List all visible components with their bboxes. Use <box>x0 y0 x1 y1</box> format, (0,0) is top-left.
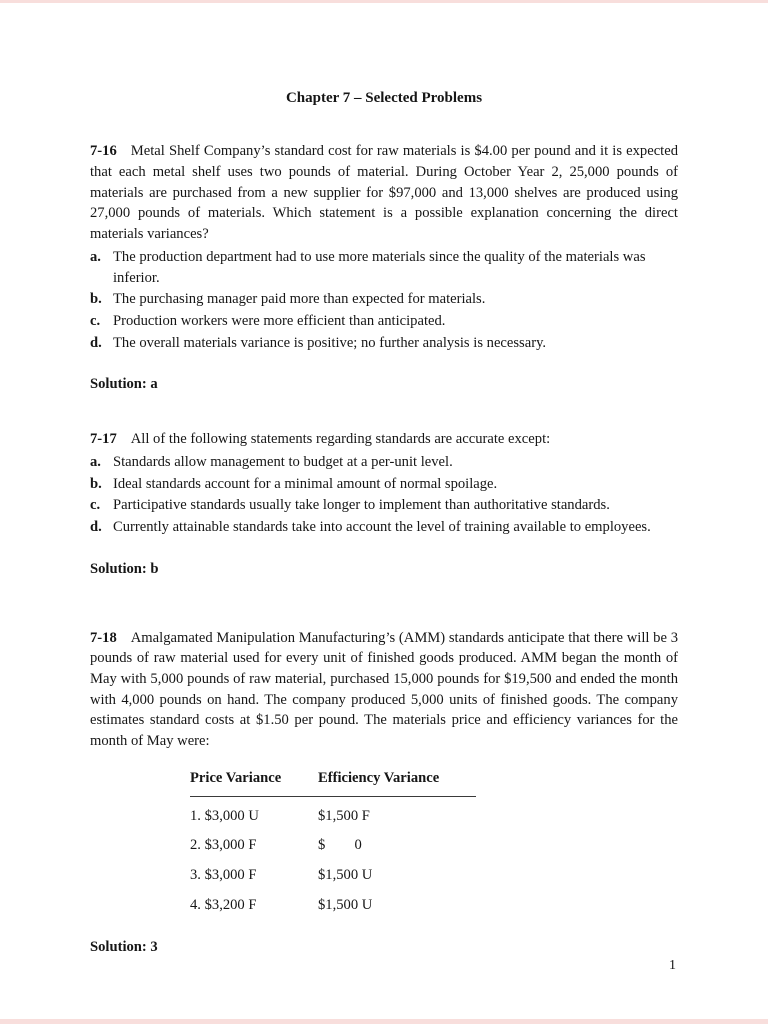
price-variance-cell: 1. $3,000 U <box>190 807 259 824</box>
efficiency-variance-cell: $1,500 F <box>318 807 370 824</box>
price-variance-cell: 2. $3,000 F <box>190 837 257 854</box>
choice-label: c. <box>90 313 101 330</box>
efficiency-variance-cell: $ 0 <box>318 837 362 854</box>
problem-7-16 <box>90 141 678 395</box>
choice-text: The overall materials variance is positive; no further analysis is necessary. <box>113 334 547 351</box>
choice-text: Ideal standards account for a minimal amount of normal spoilage. <box>113 475 498 492</box>
solution-line: Solution: 3 <box>90 939 158 956</box>
choice-text: Participative standards usually take longer to implement than authoritative standards. <box>113 497 610 514</box>
choice-c <box>90 311 678 332</box>
choice-text: The production department had to use more materials since the quality of the materials was inferior. <box>113 248 646 286</box>
problem-statement <box>90 429 678 450</box>
choice-label: b. <box>90 291 102 308</box>
table-row <box>190 856 476 886</box>
problem-text: All of the following statements regarding standards are accurate except: <box>130 431 551 448</box>
variance-table-wrap <box>190 768 678 916</box>
problem-7-18 <box>90 628 678 959</box>
choice-a <box>90 247 678 288</box>
choice-text: Currently attainable standards take into account the level of training available to employees. <box>113 519 651 536</box>
choices-list <box>90 247 678 354</box>
choice-label: c. <box>90 497 101 514</box>
problem-number: 7-17 <box>90 431 117 448</box>
variance-table <box>190 768 476 916</box>
problem-statement <box>90 141 678 245</box>
efficiency-variance-header: Efficiency Variance <box>318 768 476 796</box>
spacer <box>90 580 678 628</box>
price-variance-cell: 3. $3,000 F <box>190 866 257 883</box>
choice-label: d. <box>90 334 102 351</box>
choice-text: Standards allow management to budget at a per-unit level. <box>113 453 453 470</box>
efficiency-variance-cell: $1,500 U <box>318 866 373 883</box>
choice-label: b. <box>90 475 102 492</box>
table-row <box>190 796 476 826</box>
solution-line: Solution: a <box>90 376 158 393</box>
choice-b <box>90 474 678 495</box>
page-edge-top <box>0 0 768 3</box>
choice-d <box>90 333 678 354</box>
price-variance-cell: 4. $3,200 F <box>190 896 257 913</box>
problem-text: Amalgamated Manipulation Manufacturing’s (AMM) standards anticipate that there will be 3 pounds of raw material used for every unit of finished goods produced. AMM began the month of May with 5,000 pounds of raw material, purchased 15,000 pounds for $19,500 and ended the month with 4,000 pounds on hand. The company produced 5,000 units of finished goods. The company estimates standard costs at $1.50 per pound. The materials price and efficiency variances for the month of May were: <box>90 629 678 750</box>
problem-text: Metal Shelf Company’s standard cost for raw materials is $4.00 per pound and it is expected that each metal shelf uses two pounds of material. During October Year 2, 25,000 pounds of materials are purchased from a new supplier for $97,000 and 13,000 shelves are produced using 27,000 pounds of materials. Which statement is a possible explanation concerning the direct materials variances? <box>90 143 678 243</box>
choice-label: d. <box>90 519 102 536</box>
choice-b <box>90 289 678 310</box>
problem-number: 7-16 <box>90 143 117 160</box>
table-row <box>190 886 476 916</box>
price-variance-header: Price Variance <box>190 768 318 796</box>
table-row <box>190 826 476 856</box>
spacer <box>90 395 678 429</box>
choice-label: a. <box>90 248 101 265</box>
page-edge-bottom <box>0 1019 768 1024</box>
problem-7-17 <box>90 429 678 579</box>
choice-c <box>90 495 678 516</box>
page-title: Chapter 7 – Selected Problems <box>285 90 483 106</box>
choice-a <box>90 452 678 473</box>
problem-number: 7-18 <box>90 629 117 646</box>
choice-label: a. <box>90 453 101 470</box>
choice-text: Production workers were more efficient than anticipated. <box>113 313 446 330</box>
problem-statement <box>90 628 678 752</box>
choices-list <box>90 452 678 538</box>
choice-d <box>90 517 678 538</box>
solution-line: Solution: b <box>90 560 159 577</box>
efficiency-variance-cell: $1,500 U <box>318 896 373 913</box>
table-header-row <box>190 768 476 796</box>
page-number: 1 <box>669 958 676 973</box>
choice-text: The purchasing manager paid more than expected for materials. <box>113 291 486 308</box>
